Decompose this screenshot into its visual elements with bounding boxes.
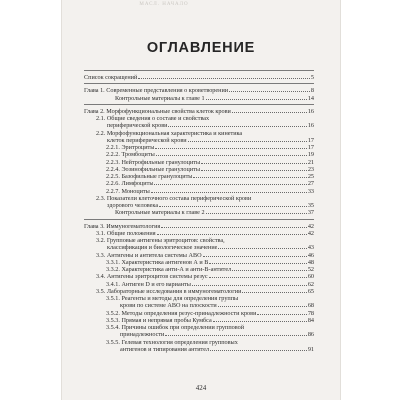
- toc-entry-page: 86: [307, 331, 314, 339]
- toc-entry-title: 3.4.1. Антиген D и его варианты: [106, 280, 191, 288]
- toc-entry-title: принадлежности: [120, 331, 165, 339]
- toc-entry[interactable]: [84, 209, 314, 216]
- toc-entry-title: Контрольные материалы к главе 2: [115, 209, 205, 217]
- section-divider: [84, 104, 314, 105]
- toc-entry-title: 3.3.1. Характеристика антигенов А и В: [106, 258, 209, 266]
- toc-entry-title: 3.5.1. Реагенты и методы для определения группы: [106, 295, 239, 302]
- toc-entry-page: 33: [307, 187, 314, 195]
- toc-entry[interactable]: [84, 317, 314, 324]
- toc-entry-title: здорового человека: [107, 202, 159, 209]
- toc-entry[interactable]: [84, 130, 314, 137]
- toc-entry[interactable]: [84, 151, 314, 158]
- toc-entry-title: 2.2.6. Лимфоциты: [106, 180, 154, 188]
- toc-entry-page: 60: [307, 273, 314, 281]
- dot-leader: [168, 126, 306, 127]
- toc-entry[interactable]: [84, 230, 314, 237]
- toc-entry[interactable]: [84, 339, 314, 346]
- toc-entry-title: 3.5. Лабораторные исследования в иммуногематологии: [96, 287, 242, 295]
- toc-entry-title: 2.2.4. Эозинофильные гранулоциты: [106, 165, 200, 173]
- dot-leader: [192, 285, 307, 286]
- toc-entry[interactable]: [84, 244, 314, 251]
- toc-entry-title: 2.1. Общие сведения о составе и свойствах: [96, 115, 210, 122]
- dot-leader: [154, 184, 306, 185]
- dot-leader: [206, 99, 307, 100]
- running-head: МАСЛ. НАЧАЛО: [139, 2, 189, 7]
- dot-leader: [201, 170, 307, 171]
- toc-entry-page: 37: [307, 209, 314, 217]
- toc-entry[interactable]: [84, 288, 314, 295]
- toc-entry-page: 25: [307, 173, 314, 180]
- toc-entry-page: 65: [307, 287, 314, 295]
- toc-entry-title: 3.2. Групповые антигены эритроцитов: свойства,: [96, 237, 225, 244]
- toc-entry-page: 62: [307, 280, 314, 288]
- toc-entry[interactable]: [84, 115, 314, 122]
- toc-entry-page: 21: [307, 158, 314, 166]
- table-of-contents: [84, 68, 314, 353]
- toc-entry[interactable]: [84, 188, 314, 195]
- toc-entry[interactable]: [84, 237, 314, 244]
- dot-leader: [165, 335, 306, 336]
- toc-entry-title: Глава 1. Современные представления о кроветворении: [84, 87, 229, 95]
- dot-leader: [218, 306, 307, 307]
- toc-entry[interactable]: [84, 137, 314, 144]
- toc-entry-page: 23: [307, 165, 314, 173]
- toc-entry-title: 2.2.3. Нейтрофильные гранулоциты: [106, 158, 201, 166]
- toc-entry-page: 42: [307, 222, 314, 230]
- dot-leader: [232, 112, 307, 113]
- toc-entry-title: 3.5.4. Причины ошибок при определении групповой: [106, 324, 245, 331]
- dot-leader: [213, 321, 307, 322]
- toc-entry-title: 3.1. Общие положения: [96, 229, 156, 237]
- toc-entry[interactable]: [84, 266, 314, 273]
- section-divider: [84, 70, 314, 71]
- toc-entry[interactable]: [84, 202, 314, 209]
- page-number: 424: [195, 384, 207, 392]
- toc-entry-page: 35: [307, 202, 314, 209]
- toc-entry-title: антигенов и типирования антител: [120, 345, 210, 353]
- toc-entry[interactable]: [84, 195, 314, 202]
- toc-entry-page: 19: [307, 151, 314, 159]
- page-title: ОГЛАВЛЕНИЕ: [146, 40, 256, 56]
- dot-leader: [151, 192, 307, 193]
- toc-entry-page: 17: [307, 144, 314, 151]
- dot-leader: [209, 263, 306, 264]
- dot-leader: [206, 213, 307, 214]
- dot-leader: [203, 256, 307, 257]
- toc-entry-title: 3.4. Антигены эритроцитов системы резус: [96, 273, 208, 281]
- toc-entry[interactable]: [84, 108, 314, 115]
- toc-entry[interactable]: [84, 166, 314, 173]
- toc-entry[interactable]: [84, 252, 314, 259]
- dot-leader: [193, 177, 306, 178]
- section-divider: [84, 83, 314, 84]
- toc-entry-title: 3.5.5. Гелевая технология определения групповых: [106, 338, 238, 346]
- dot-leader: [257, 314, 306, 315]
- toc-entry-page: 68: [307, 302, 314, 310]
- toc-entry[interactable]: [84, 310, 314, 317]
- toc-entry[interactable]: [84, 281, 314, 288]
- toc-entry-page: 5: [310, 74, 314, 81]
- toc-entry-title: 3.3. Антигены и антитела системы АВО: [96, 251, 202, 259]
- toc-entry[interactable]: [84, 180, 314, 187]
- toc-entry-title: 2.2.2. Тромбоциты: [106, 151, 155, 159]
- dot-leader: [229, 91, 310, 92]
- dot-leader: [209, 277, 307, 278]
- dot-leader: [138, 78, 310, 79]
- toc-entry[interactable]: [84, 159, 314, 166]
- toc-entry[interactable]: [84, 331, 314, 338]
- toc-entry-page: 78: [307, 309, 314, 317]
- toc-entry-title: 3.3.2. Характеристика анти-А и анти-В-антител: [106, 266, 232, 273]
- dot-leader: [232, 270, 307, 271]
- toc-entry-title: крови по системе АВО на плоскости: [120, 302, 217, 310]
- toc-entry-page: 42: [307, 229, 314, 237]
- toc-entry-title: 2.2.1. Эритроциты: [106, 144, 155, 151]
- toc-entry-title: 2.2. Морфофункциональная характеристика и кинетика: [96, 129, 243, 137]
- dot-leader: [201, 163, 307, 164]
- toc-entry-page: 14: [307, 94, 314, 102]
- toc-entry-title: 2.3. Показатели клеточного состава периферической крови: [96, 194, 252, 202]
- toc-entry[interactable]: [84, 346, 314, 353]
- section-divider: [84, 219, 314, 220]
- toc-entry-page: 52: [307, 266, 314, 273]
- toc-entry-page: 16: [307, 122, 314, 130]
- toc-entry-title: классификация и биологическое значение: [107, 244, 218, 252]
- toc-entry[interactable]: [84, 223, 314, 230]
- toc-entry-title: периферической крови: [107, 122, 168, 130]
- toc-entry[interactable]: [84, 259, 314, 266]
- toc-entry[interactable]: [84, 295, 314, 302]
- toc-entry-title: Глава 2. Морфофункциональные свойства клеток крови: [84, 107, 231, 115]
- toc-entry-title: 2.2.7. Моноциты: [106, 187, 150, 195]
- toc-entry-page: 43: [307, 244, 314, 252]
- toc-entry[interactable]: [84, 302, 314, 309]
- dot-leader: [188, 141, 307, 142]
- toc-entry[interactable]: [84, 95, 314, 102]
- toc-entry[interactable]: [84, 324, 314, 331]
- toc-entry[interactable]: [84, 273, 314, 280]
- toc-entry[interactable]: [84, 74, 314, 81]
- toc-entry[interactable]: [84, 87, 314, 94]
- dot-leader: [157, 234, 307, 235]
- toc-entry-page: 84: [307, 316, 314, 324]
- toc-entry[interactable]: [84, 173, 314, 180]
- toc-entry-page: 91: [307, 345, 314, 353]
- toc-entry-title: клеток периферической крови: [107, 136, 187, 144]
- toc-entry-title: Контрольные материалы к главе 1: [115, 94, 205, 102]
- dot-leader: [161, 227, 307, 228]
- dot-leader: [242, 292, 306, 293]
- dot-leader: [218, 248, 306, 249]
- toc-entry[interactable]: [84, 122, 314, 129]
- toc-entry-page: 8: [310, 87, 314, 95]
- toc-entry-page: 16: [307, 107, 314, 115]
- dot-leader: [210, 350, 307, 351]
- dot-leader: [155, 148, 306, 149]
- toc-entry-page: 27: [307, 180, 314, 188]
- toc-entry-title: 3.5.3. Прямая и непрямая пробы Кумбса: [106, 316, 212, 324]
- toc-entry-page: 48: [307, 258, 314, 266]
- toc-entry-title: 2.2.5. Базофильные гранулоциты: [106, 173, 193, 180]
- toc-entry-title: 3.5.2. Методы определения резус-принадлежности крови: [106, 309, 257, 317]
- toc-entry-page: 46: [307, 251, 314, 259]
- dot-leader: [159, 206, 307, 207]
- toc-entry[interactable]: [84, 144, 314, 151]
- dot-leader: [156, 155, 307, 156]
- toc-entry-page: 17: [307, 136, 314, 144]
- toc-entry-title: Глава 3. Иммуногематология: [84, 222, 161, 230]
- toc-entry-title: Список сокращений: [84, 74, 138, 81]
